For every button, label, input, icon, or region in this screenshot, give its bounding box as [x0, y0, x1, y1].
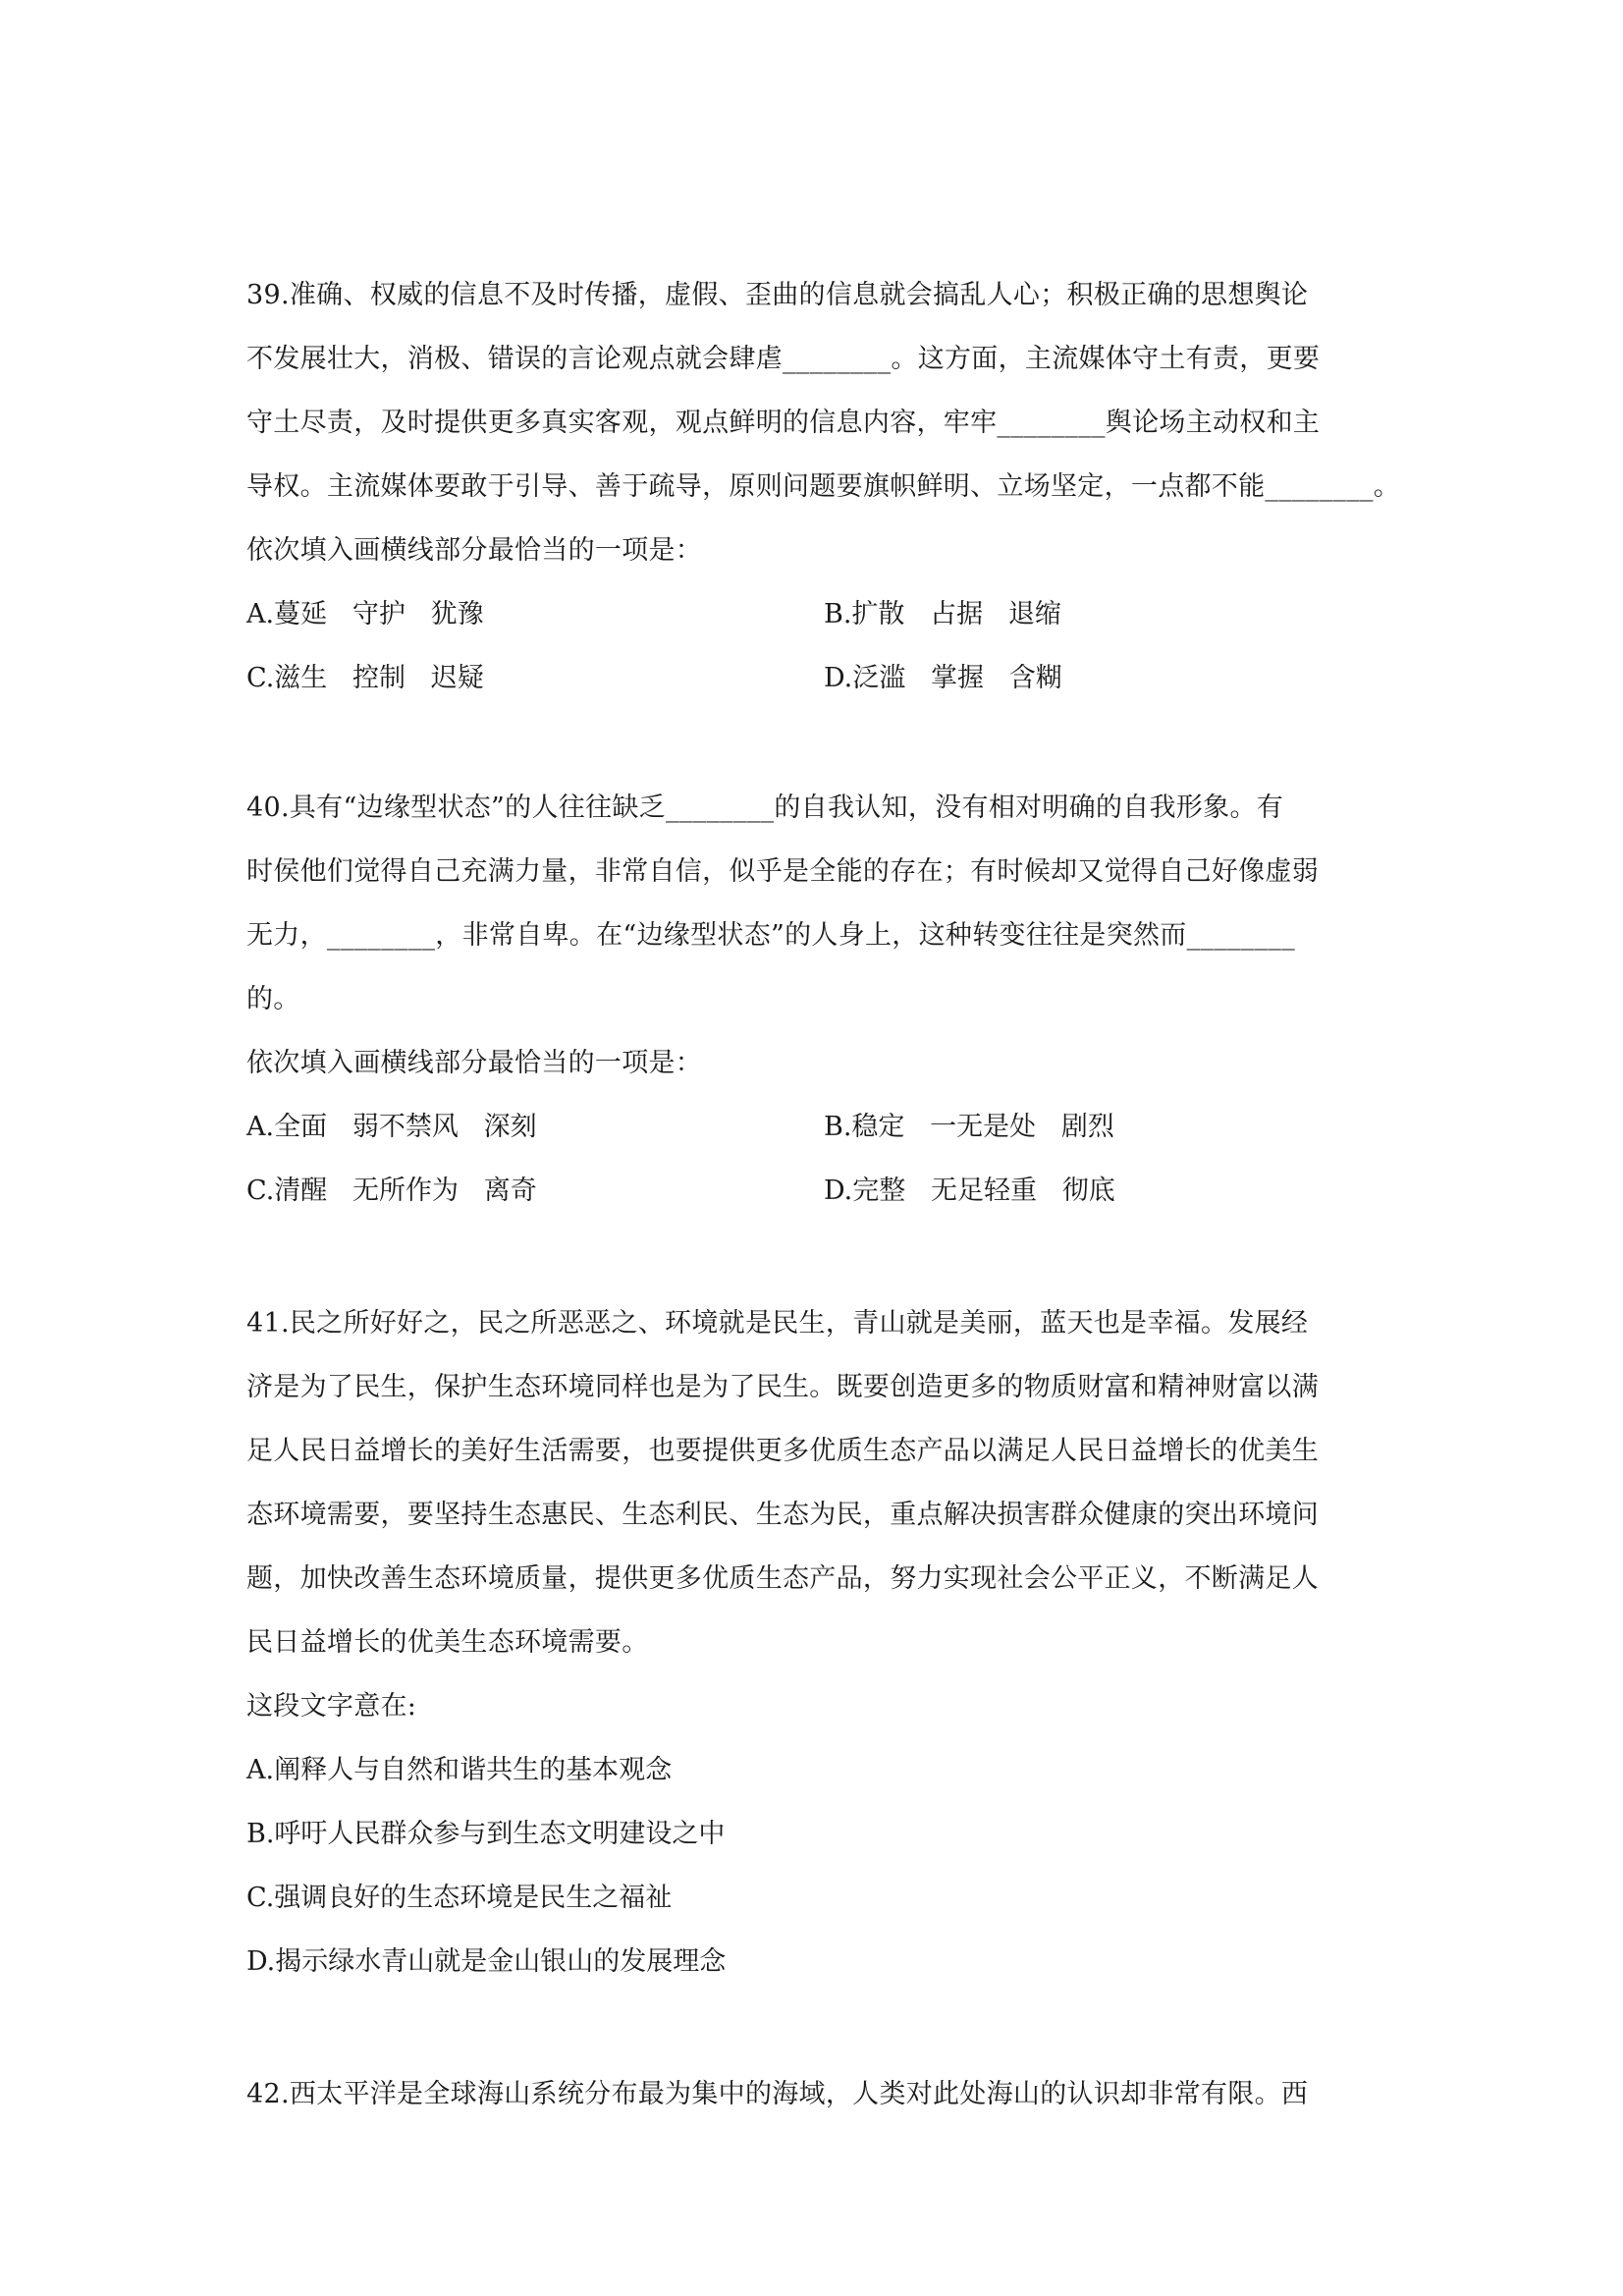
options-row [246, 582, 1400, 646]
question-stem [246, 776, 1319, 1095]
stem-line: 守土尽责，及时提供更多真实客观，观点鲜明的信息内容，牢牢________舆论场主动权和主 [246, 408, 1321, 438]
option-b[interactable]: B.呼吁人民群众参与到生态文明建设之中 [246, 1819, 726, 1849]
question-39 [246, 263, 1400, 710]
options-list [246, 1738, 1319, 1994]
stem-line: 42.西太平洋是全球海山系统分布最为集中的海域，人类对此处海山的认识却非常有限。西 [246, 2079, 1309, 2109]
options-grid [246, 582, 1400, 710]
stem-line: 不发展壮大，消极、错误的言论观点就会肆虐________。这方面，主流媒体守土有责，更要 [246, 344, 1321, 374]
option-b[interactable]: B.扩散 占据 退缩 [824, 599, 1061, 629]
question-41 [246, 1291, 1319, 1994]
question-40 [246, 776, 1319, 1223]
question-prompt: 这段文字意在: [246, 1691, 417, 1722]
stem-line: 的。 [246, 984, 300, 1014]
option-c[interactable]: C.清醒 无所作为 离奇 [246, 1175, 537, 1206]
stem-line: 无力，________，非常自卑。在“边缘型状态”的人身上，这种转变往往是突然而________ [246, 920, 1296, 951]
question-stem [246, 1291, 1319, 1738]
options-row [246, 1095, 1319, 1159]
question-42 [246, 2062, 1308, 2126]
stem-line: 39.准确、权威的信息不及时传播，虚假、歪曲的信息就会搞乱人心；积极正确的思想舆论 [246, 280, 1309, 310]
stem-line: 导权。主流媒体要敢于引导、善于疏导，原则问题要旗帜鲜明、立场坚定，一点都不能________。 [246, 471, 1401, 502]
question-stem [246, 263, 1400, 582]
stem-line: 40.具有“边缘型状态”的人往往缺乏________的自我认知，没有相对明确的自我形象。有 [246, 793, 1284, 823]
option-d[interactable]: D.揭示绿水青山就是金山银山的发展理念 [246, 1946, 727, 1977]
options-grid [246, 1095, 1319, 1223]
option-d[interactable]: D.完整 无足轻重 彻底 [824, 1175, 1115, 1206]
option-a[interactable]: A.蔓延 守护 犹豫 [246, 599, 484, 629]
option-d[interactable]: D.泛滥 掌握 含糊 [824, 663, 1062, 693]
stem-line: 41.民之所好好之，民之所恶恶之、环境就是民生，青山就是美丽，蓝天也是幸福。发展经 [246, 1308, 1309, 1339]
option-b[interactable]: B.稳定 一无是处 剧烈 [824, 1112, 1114, 1142]
option-a[interactable]: A.阐释人与自然和谐共生的基本观念 [246, 1755, 673, 1785]
option-a[interactable]: A.全面 弱不禁风 深刻 [246, 1112, 537, 1142]
stem-line: 题，加快改善生态环境质量，提供更多优质生态产品，努力实现社会公平正义，不断满足人 [246, 1563, 1319, 1594]
option-c[interactable]: C.强调良好的生态环境是民生之福祉 [246, 1883, 673, 1913]
stem-line: 足人民日益增长的美好生活需要，也要提供更多优质生态产品以满足人民日益增长的优美生 [246, 1436, 1319, 1466]
stem-line: 民日益增长的优美生态环境需要。 [246, 1627, 649, 1658]
stem-line: 态环境需要，要坚持生态惠民、生态利民、生态为民，重点解决损害群众健康的突出环境问 [246, 1500, 1319, 1530]
question-prompt: 依次填入画横线部分最恰当的一项是： [246, 535, 703, 566]
options-row [246, 1159, 1319, 1223]
options-row [246, 646, 1400, 710]
question-prompt: 依次填入画横线部分最恰当的一项是： [246, 1048, 703, 1078]
option-c[interactable]: C.滋生 控制 迟疑 [246, 663, 484, 693]
stem-line: 济是为了民生，保护生态环境同样也是为了民生。既要创造更多的物质财富和精神财富以满 [246, 1372, 1319, 1402]
stem-line: 时侯他们觉得自己充满力量，非常自信，似乎是全能的存在；有时候却又觉得自己好像虚弱 [246, 856, 1319, 887]
question-stem [246, 2062, 1308, 2126]
